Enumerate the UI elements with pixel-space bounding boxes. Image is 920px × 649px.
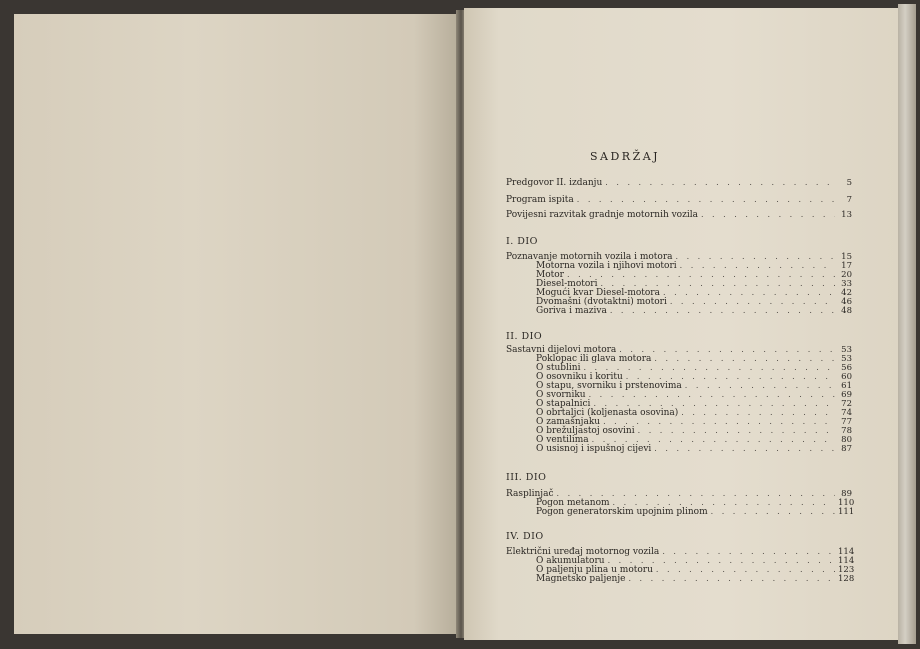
toc-entry-page: 111 bbox=[838, 507, 855, 517]
toc-entry-label: Motorna vozila i njihovi motori bbox=[536, 261, 677, 271]
toc-entry-label: Mogući kvar Diesel-motora bbox=[536, 288, 660, 298]
toc-subentry bbox=[536, 443, 852, 455]
toc-entry-label: O paljenju plina u motoru bbox=[536, 565, 653, 575]
toc-entry-label: Rasplinjač bbox=[506, 489, 554, 499]
toc-entry-page: 77 bbox=[841, 417, 852, 427]
leader-dots bbox=[605, 177, 835, 188]
toc-entry-page: 42 bbox=[841, 288, 852, 298]
toc-entry-page: 15 bbox=[841, 252, 852, 262]
toc-entry-label: Pogon generatorskim upojnim plinom bbox=[536, 507, 708, 517]
toc-entry-page: 53 bbox=[841, 354, 852, 364]
toc-entry-label: Program ispita bbox=[506, 195, 574, 205]
leader-dots bbox=[610, 305, 835, 316]
toc-entry-page: 69 bbox=[841, 390, 852, 400]
leader-dots bbox=[711, 506, 835, 517]
toc-title: SADRŽAJ bbox=[590, 150, 661, 163]
toc-entry-label: Diesel-motori bbox=[536, 279, 598, 289]
toc-entry-label: Poznavanje motornih vozila i motora bbox=[506, 252, 673, 262]
toc-entry-page: 56 bbox=[841, 363, 852, 373]
leader-dots bbox=[628, 573, 835, 584]
toc-entry-label: Magnetsko paljenje bbox=[536, 574, 626, 584]
toc-entry-page: 72 bbox=[841, 399, 852, 409]
toc-entry-page: 53 bbox=[841, 345, 852, 355]
cover-edge bbox=[898, 4, 916, 644]
part-heading: I. DIO bbox=[506, 236, 538, 247]
toc-entry-page: 7 bbox=[846, 195, 852, 205]
toc-entry-label: O stapalnici bbox=[536, 399, 591, 409]
toc-entry-page: 123 bbox=[838, 565, 855, 575]
toc-entry-label: Pogon metanom bbox=[536, 498, 610, 508]
leader-dots bbox=[577, 194, 835, 205]
toc-subentry bbox=[536, 305, 852, 317]
toc-entry bbox=[506, 194, 852, 206]
toc-entry-page: 61 bbox=[841, 381, 852, 391]
toc-entry-page: 13 bbox=[841, 210, 852, 220]
toc-entry bbox=[506, 209, 852, 221]
toc-entry-page: 60 bbox=[841, 372, 852, 382]
toc-entry-page: 17 bbox=[841, 261, 852, 271]
toc-entry-label: Sastavni dijelovi motora bbox=[506, 345, 617, 355]
part-heading: II. DIO bbox=[506, 331, 543, 342]
toc-entry-label: Predgovor II. izdanju bbox=[506, 178, 603, 188]
toc-entry-label: Dvomašni (dvotaktni) motori bbox=[536, 297, 667, 307]
toc-entry-label: O stublini bbox=[536, 363, 581, 373]
toc-entry-page: 114 bbox=[838, 547, 855, 557]
toc-entry-page: 89 bbox=[841, 489, 852, 499]
toc-entry bbox=[506, 177, 852, 189]
toc-entry-label: Motor bbox=[536, 270, 564, 280]
toc-entry-page: 74 bbox=[841, 408, 852, 418]
part-heading: IV. DIO bbox=[506, 531, 544, 542]
toc-entry-page: 128 bbox=[838, 574, 855, 584]
toc-entry-label: O ventilima bbox=[536, 435, 589, 445]
toc-entry-label: O brežuljastoj osovini bbox=[536, 426, 635, 436]
toc-entry-label: Poklopac ili glava motora bbox=[536, 354, 652, 364]
toc-entry-label: O stapu, svorniku i prstenovima bbox=[536, 381, 682, 391]
toc-entry-page: 33 bbox=[841, 279, 852, 289]
toc-entry-label: O usisnoj i ispušnoj cijevi bbox=[536, 444, 652, 454]
toc-entry-label: Električni uređaj motornog vozila bbox=[506, 547, 660, 557]
toc-entry-page: 5 bbox=[846, 178, 852, 188]
toc-entry-label: O zamašnjaku bbox=[536, 417, 601, 427]
toc-subentry bbox=[536, 573, 855, 585]
toc-entry-page: 114 bbox=[838, 556, 855, 566]
leader-dots bbox=[654, 443, 835, 454]
toc-entry-page: 48 bbox=[841, 306, 852, 316]
toc-entry-label: Goriva i maziva bbox=[536, 306, 607, 316]
toc-subentry bbox=[536, 506, 855, 518]
left-blank-page bbox=[14, 14, 458, 634]
part-heading: III. DIO bbox=[506, 472, 547, 483]
toc-entry-page: 87 bbox=[841, 444, 852, 454]
toc-entry-label: Povijesni razvitak gradnje motornih vozila bbox=[506, 210, 698, 220]
toc-entry-page: 78 bbox=[841, 426, 852, 436]
toc-entry-page: 20 bbox=[841, 270, 852, 280]
leader-dots bbox=[701, 209, 835, 220]
toc-entry-label: O obrtaljci (koljenasta osovina) bbox=[536, 408, 679, 418]
toc-entry-page: 46 bbox=[841, 297, 852, 307]
toc-entry-page: 80 bbox=[841, 435, 852, 445]
toc-entry-page: 110 bbox=[838, 498, 855, 508]
toc-entry-label: O svorniku bbox=[536, 390, 586, 400]
toc-entry-label: O akumulatoru bbox=[536, 556, 605, 566]
toc-entry-label: O osovniku i koritu bbox=[536, 372, 623, 382]
